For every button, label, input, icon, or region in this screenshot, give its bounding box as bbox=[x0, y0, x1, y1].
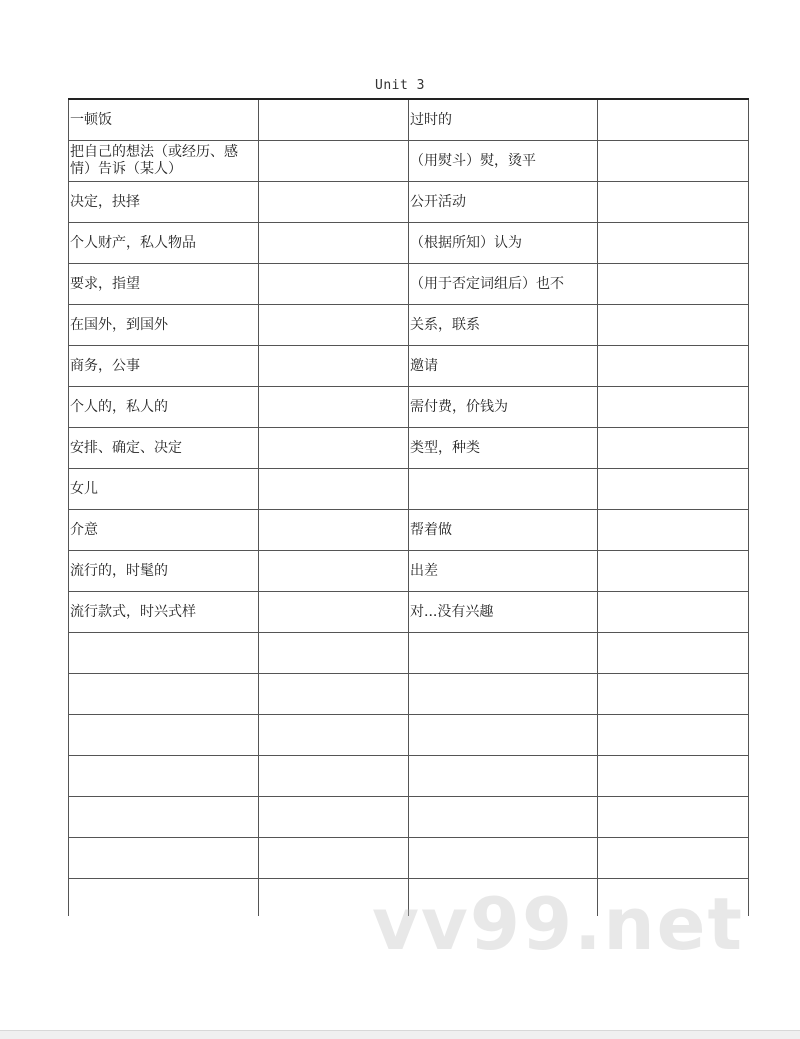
answer-cell bbox=[259, 99, 409, 141]
answer-cell bbox=[598, 633, 749, 674]
chinese-term-cell: 决定，抉择 bbox=[69, 182, 259, 223]
answer-cell bbox=[598, 99, 749, 141]
answer-cell bbox=[259, 633, 409, 674]
chinese-term-cell: 需付费，价钱为 bbox=[409, 387, 598, 428]
watermark-text: vv99.net bbox=[372, 882, 744, 966]
answer-cell bbox=[598, 428, 749, 469]
chinese-term-cell bbox=[69, 633, 259, 674]
chinese-term-cell: 对...没有兴趣 bbox=[409, 592, 598, 633]
answer-cell bbox=[598, 592, 749, 633]
table-row bbox=[69, 428, 749, 469]
table-row bbox=[69, 182, 749, 223]
answer-cell bbox=[598, 797, 749, 838]
table-row bbox=[69, 797, 749, 838]
answer-cell bbox=[259, 428, 409, 469]
chinese-term-cell: 商务，公事 bbox=[69, 346, 259, 387]
answer-cell bbox=[598, 264, 749, 305]
table-row bbox=[69, 469, 749, 510]
chinese-term-cell: 在国外，到国外 bbox=[69, 305, 259, 346]
answer-cell bbox=[259, 510, 409, 551]
table-row bbox=[69, 264, 749, 305]
table-row bbox=[69, 756, 749, 797]
table-row bbox=[69, 346, 749, 387]
table-row bbox=[69, 223, 749, 264]
answer-cell bbox=[598, 674, 749, 715]
table-row bbox=[69, 387, 749, 428]
answer-cell bbox=[598, 510, 749, 551]
chinese-term-cell bbox=[409, 838, 598, 879]
answer-cell bbox=[259, 182, 409, 223]
answer-cell bbox=[598, 305, 749, 346]
table-row bbox=[69, 838, 749, 879]
answer-cell bbox=[598, 756, 749, 797]
answer-cell bbox=[259, 387, 409, 428]
chinese-term-cell: （用于否定词组后）也不 bbox=[409, 264, 598, 305]
chinese-term-cell: 公开活动 bbox=[409, 182, 598, 223]
answer-cell bbox=[598, 182, 749, 223]
answer-cell bbox=[598, 223, 749, 264]
chinese-term-cell bbox=[409, 797, 598, 838]
answer-cell bbox=[259, 141, 409, 182]
table-row bbox=[69, 551, 749, 592]
chinese-term-cell bbox=[69, 674, 259, 715]
chinese-term-cell: （根据所知）认为 bbox=[409, 223, 598, 264]
answer-cell bbox=[259, 264, 409, 305]
chinese-term-cell: 流行款式，时兴式样 bbox=[69, 592, 259, 633]
answer-cell bbox=[259, 305, 409, 346]
answer-cell bbox=[259, 469, 409, 510]
table-row bbox=[69, 674, 749, 715]
chinese-term-cell: 个人财产，私人物品 bbox=[69, 223, 259, 264]
answer-cell bbox=[598, 838, 749, 879]
vocabulary-table-body bbox=[69, 99, 749, 916]
answer-cell bbox=[598, 715, 749, 756]
answer-cell bbox=[259, 674, 409, 715]
chinese-term-cell bbox=[69, 838, 259, 879]
vocabulary-table bbox=[68, 98, 749, 916]
chinese-term-cell: （用熨斗）熨，烫平 bbox=[409, 141, 598, 182]
chinese-term-cell bbox=[409, 469, 598, 510]
answer-cell bbox=[598, 551, 749, 592]
table-row bbox=[69, 633, 749, 674]
chinese-term-cell: 出差 bbox=[409, 551, 598, 592]
chinese-term-cell: 把自己的想法（或经历、感情）告诉（某人） bbox=[69, 141, 259, 182]
chinese-term-cell: 帮着做 bbox=[409, 510, 598, 551]
chinese-term-cell: 个人的，私人的 bbox=[69, 387, 259, 428]
table-row bbox=[69, 305, 749, 346]
chinese-term-cell: 过时的 bbox=[409, 99, 598, 141]
chinese-term-cell bbox=[69, 879, 259, 917]
chinese-term-cell: 要求，指望 bbox=[69, 264, 259, 305]
answer-cell bbox=[259, 838, 409, 879]
chinese-term-cell bbox=[409, 756, 598, 797]
answer-cell bbox=[259, 797, 409, 838]
answer-cell bbox=[598, 346, 749, 387]
table-row bbox=[69, 141, 749, 182]
chinese-term-cell bbox=[69, 715, 259, 756]
chinese-term-cell bbox=[409, 633, 598, 674]
chinese-term-cell: 安排、确定、决定 bbox=[69, 428, 259, 469]
chinese-term-cell: 女儿 bbox=[69, 469, 259, 510]
chinese-term-cell: 邀请 bbox=[409, 346, 598, 387]
table-row bbox=[69, 715, 749, 756]
answer-cell bbox=[598, 387, 749, 428]
chinese-term-cell: 关系，联系 bbox=[409, 305, 598, 346]
answer-cell bbox=[259, 551, 409, 592]
answer-cell bbox=[259, 715, 409, 756]
page-title: Unit 3 bbox=[375, 78, 425, 93]
chinese-term-cell: 介意 bbox=[69, 510, 259, 551]
table-row bbox=[69, 592, 749, 633]
chinese-term-cell: 一顿饭 bbox=[69, 99, 259, 141]
answer-cell bbox=[259, 346, 409, 387]
answer-cell bbox=[598, 141, 749, 182]
answer-cell bbox=[259, 223, 409, 264]
table-row bbox=[69, 99, 749, 141]
chinese-term-cell bbox=[69, 756, 259, 797]
answer-cell bbox=[259, 756, 409, 797]
chinese-term-cell bbox=[69, 797, 259, 838]
chinese-term-cell: 流行的，时髦的 bbox=[69, 551, 259, 592]
chinese-term-cell bbox=[409, 715, 598, 756]
answer-cell bbox=[598, 469, 749, 510]
chinese-term-cell: 类型，种类 bbox=[409, 428, 598, 469]
table-row bbox=[69, 510, 749, 551]
answer-cell bbox=[259, 592, 409, 633]
chinese-term-cell bbox=[409, 674, 598, 715]
